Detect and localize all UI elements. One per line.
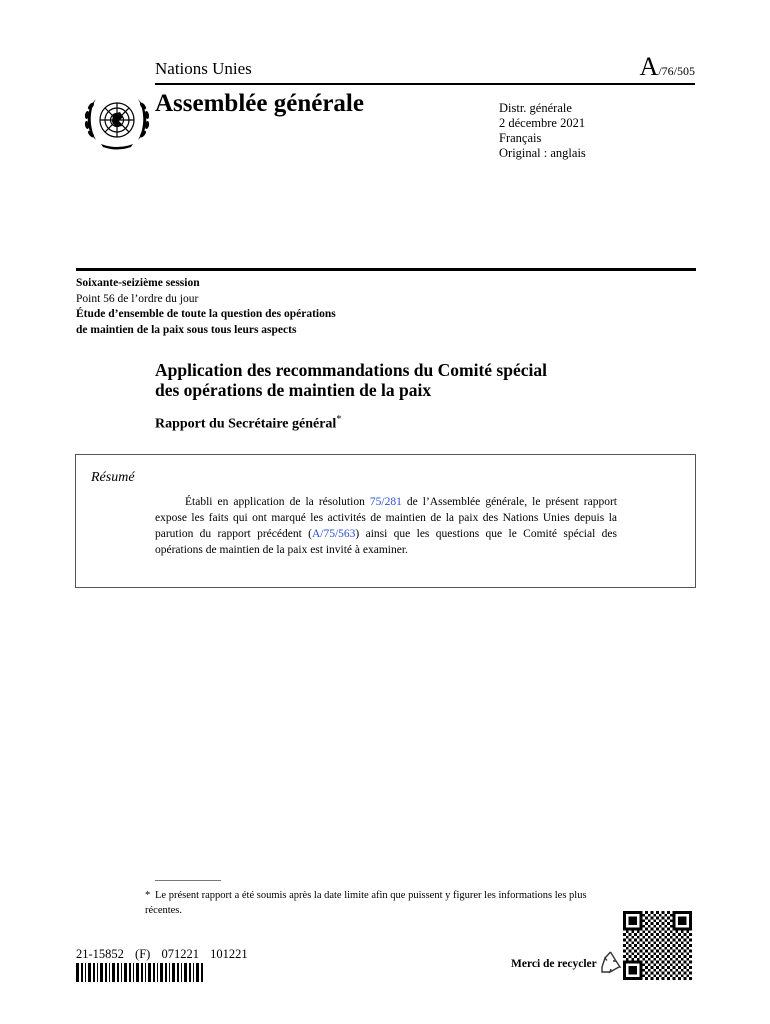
footnote-text: Le présent rapport a été soumis après la date limite afin que puissent y figurer les informations les plus récentes. <box>145 890 587 916</box>
report-title-line1: Application des recommandations du Comité spécial <box>155 360 547 380</box>
distribution-type: Distr. générale <box>499 101 572 115</box>
summary-paragraph <box>155 494 617 558</box>
un-emblem-icon <box>79 90 155 156</box>
header-rule <box>155 83 695 85</box>
subtitle-footnote-mark: * <box>336 414 342 425</box>
document-date: 2 décembre 2021 <box>499 116 586 130</box>
organization-name: Nations Unies <box>155 59 252 78</box>
barcode <box>76 963 203 982</box>
subtitle-text: Rapport du Secrétaire général <box>155 416 337 432</box>
original-language: Original : anglais <box>499 146 586 160</box>
recycle-label: Merci de recycler <box>511 958 597 970</box>
distribution-block <box>499 101 586 161</box>
summary-text-part2: de l’Assemblée générale, le présent rapport expose les faits qui ont marqué les activités de maintien de la paix des Nations Unies depuis la parution du rapport précédent ( <box>155 496 618 540</box>
summary-text-part1: Établi en application de la résolution <box>185 496 370 508</box>
symbol-prefix: A <box>639 52 659 81</box>
report-title-line2: des opérations de maintien de la paix <box>155 380 432 400</box>
organ-name: Assemblée générale <box>155 90 364 117</box>
previous-report-link[interactable]: A/75/563 <box>311 528 356 540</box>
footnote-rule <box>155 880 221 881</box>
qr-code <box>623 911 692 980</box>
section-rule <box>76 268 696 271</box>
summary-heading: Résumé <box>91 470 135 485</box>
resolution-link[interactable]: 75/281 <box>369 496 402 508</box>
report-title <box>155 360 547 400</box>
agenda-block <box>76 276 336 338</box>
document-symbol <box>640 52 695 82</box>
document-number: 21-15852 (F) 071221 101221 <box>76 947 248 961</box>
session-name: Soixante-seizième session <box>76 277 200 289</box>
summary-text <box>155 494 617 558</box>
symbol-rest: /76/505 <box>658 64 695 78</box>
report-subtitle <box>155 414 341 433</box>
recycle-icon <box>597 949 624 976</box>
agenda-item: Point 56 de l’ordre du jour <box>76 292 199 305</box>
footnote-mark: * <box>145 890 151 901</box>
agenda-topic-line2: de maintien de la paix sous tous leurs aspects <box>76 323 297 336</box>
footnote <box>145 888 615 918</box>
summary-text-part3: ) ainsi que les questions que le Comité spécial des opérations de maintien de la paix est invité à examiner. <box>155 528 617 556</box>
document-language: Français <box>499 131 542 145</box>
agenda-topic-line1: Étude d’ensemble de toute la question des opérations <box>76 308 336 320</box>
